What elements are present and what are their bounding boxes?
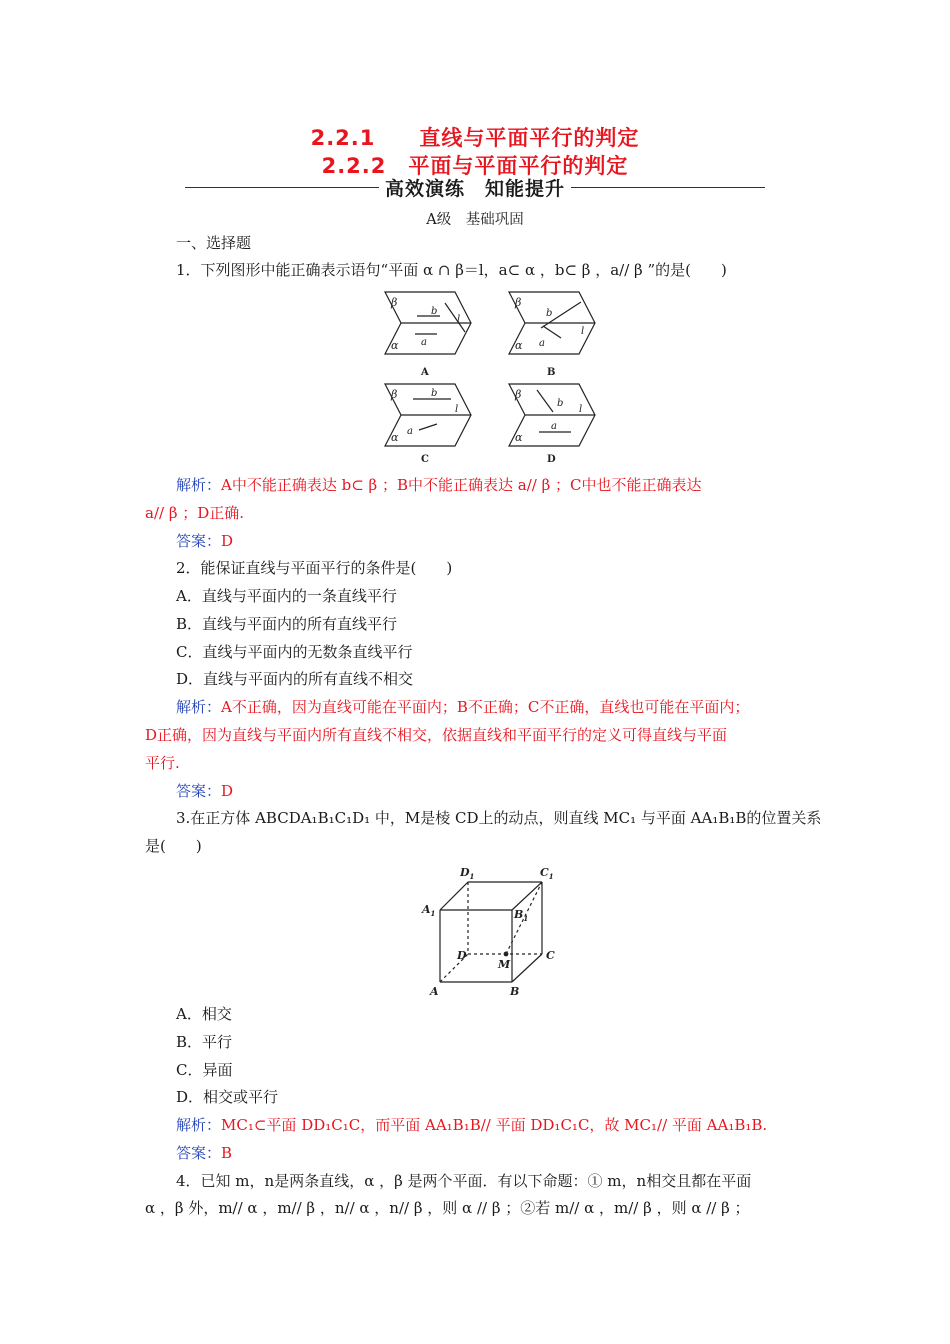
q1-stem: 1．下列图形中能正确表示语句“平面 α ∩ β＝l，a⊂ α ，b⊂ β ，a// β ”的是( ) <box>176 261 727 279</box>
q1-d-l: l <box>579 404 583 415</box>
q1-analysis-line-2: a// β ；D正确. <box>145 504 245 522</box>
q1-panel-d <box>509 384 595 465</box>
cube-label-a1: $A_1$ <box>422 903 436 918</box>
q3-cube-figure <box>418 862 568 1000</box>
cube-label-d: D <box>457 949 467 962</box>
q1-a-l: l <box>457 314 461 325</box>
q2-stem: 2．能保证直线与平面平行的条件是( ) <box>176 559 453 577</box>
q1-c-b: b <box>431 388 438 399</box>
q1-c-alpha: α <box>391 431 399 444</box>
q1-c-label: C <box>421 454 429 465</box>
q1-a-b: b <box>431 306 438 317</box>
q2-option-a: A．直线与平面内的一条直线平行 <box>176 587 397 605</box>
q1-c-a: a <box>407 426 413 437</box>
q1-panel-a <box>385 292 471 378</box>
q1-analysis-line-1: 解析：A中不能正确表达 b⊂ β ；B中不能正确表达 a// β ；C中也不能正确表达 <box>176 476 702 494</box>
cube-label-c: C <box>546 949 555 962</box>
q1-b-label: B <box>547 367 556 378</box>
q3-option-c: C．异面 <box>176 1061 233 1079</box>
section-heading: 一、选择题 <box>176 234 252 252</box>
cube-label-m: M <box>498 958 511 971</box>
q1-figure <box>375 288 605 478</box>
q1-a-beta: β <box>391 296 398 309</box>
q2-option-b: B．直线与平面内的所有直线平行 <box>176 615 398 633</box>
q2-analysis-line-3: 平行. <box>145 754 180 772</box>
q1-panel-c <box>385 384 471 465</box>
q3-option-a: A．相交 <box>176 1005 232 1023</box>
cube-label-b1: $B_1$ <box>514 908 529 923</box>
q2-analysis-line-1: 解析：A不正确，因为直线可能在平面内；B不正确；C不正确，直线也可能在平面内； <box>176 698 750 716</box>
q1-answer: 答案：D <box>176 532 234 550</box>
q1-b-l: l <box>581 326 585 337</box>
q3-analysis: 解析：MC₁⊂平面 DD₁C₁C，而平面 AA₁B₁B// 平面 DD₁C₁C，故 MC₁// 平面 AA₁B₁B. <box>176 1116 768 1134</box>
q2-analysis-label: 解析： <box>176 698 222 716</box>
q2-analysis-line-2: D正确，因为直线与平面内所有直线不相交，依据直线和平面平行的定义可得直线与平面 <box>145 726 728 744</box>
q1-d-alpha: α <box>515 431 523 444</box>
cube-label-b: B <box>510 985 520 998</box>
q3-option-d: D．相交或平行 <box>176 1088 279 1106</box>
q3-answer: 答案：B <box>176 1144 233 1162</box>
q1-d-beta: β <box>515 388 522 401</box>
q1-a-a: a <box>421 337 427 348</box>
q1-b-beta: β <box>515 296 522 309</box>
cube-label-c1: $C_1$ <box>540 866 554 881</box>
q1-b-alpha: α <box>515 339 523 352</box>
subtitle: 高效演练 知能提升 <box>185 174 765 201</box>
level-heading: A级 基础巩固 <box>426 212 524 228</box>
q3-stem-line-1: 3.在正方体 ABCDA₁B₁C₁D₁ 中，M是棱 CD上的动点，则直线 MC₁ 与平面 AA₁B₁B的位置关系 <box>176 809 822 827</box>
q1-a-alpha: α <box>391 339 399 352</box>
lesson-title-2: 2.2.2 平面与平面平行的判定 <box>321 154 629 178</box>
q2-option-d: D．直线与平面内的所有直线不相交 <box>176 670 414 688</box>
q1-d-label: D <box>547 454 556 465</box>
q3-answer-label: 答案： <box>176 1144 222 1162</box>
q4-line-1: 4．已知 m，n是两条直线，α ，β 是两个平面．有以下命题：① m，n相交且都在平面 <box>176 1172 752 1190</box>
q1-answer-label: 答案： <box>176 532 222 550</box>
q2-answer: 答案：D <box>176 782 234 800</box>
q1-b-a: a <box>539 338 545 349</box>
q3-analysis-label: 解析： <box>176 1116 222 1134</box>
cube-label-d1: $D_1$ <box>460 866 475 881</box>
lesson-title-1: 2.2.1 直线与平面平行的判定 <box>310 126 640 150</box>
cube-label-a: A <box>430 985 439 998</box>
q1-c-beta: β <box>391 388 398 401</box>
q1-d-b: b <box>557 398 564 409</box>
subtitle-banner <box>185 174 765 200</box>
q1-panel-b <box>509 292 595 378</box>
q1-b-b: b <box>546 308 553 319</box>
q4-line-2: α ，β 外，m// α ，m// β ，n// α ，n// β ，则 α // β ；②若 m// α ，m// β ，则 α // β ； <box>145 1199 750 1217</box>
q2-answer-label: 答案： <box>176 782 222 800</box>
q1-a-label: A <box>421 367 429 378</box>
q1-analysis-label: 解析： <box>176 476 222 494</box>
q1-c-l: l <box>455 404 459 415</box>
q3-option-b: B．平行 <box>176 1033 233 1051</box>
q1-d-a: a <box>551 421 557 432</box>
q2-option-c: C．直线与平面内的无数条直线平行 <box>176 643 413 661</box>
q3-stem-line-2: 是( ) <box>145 837 202 855</box>
